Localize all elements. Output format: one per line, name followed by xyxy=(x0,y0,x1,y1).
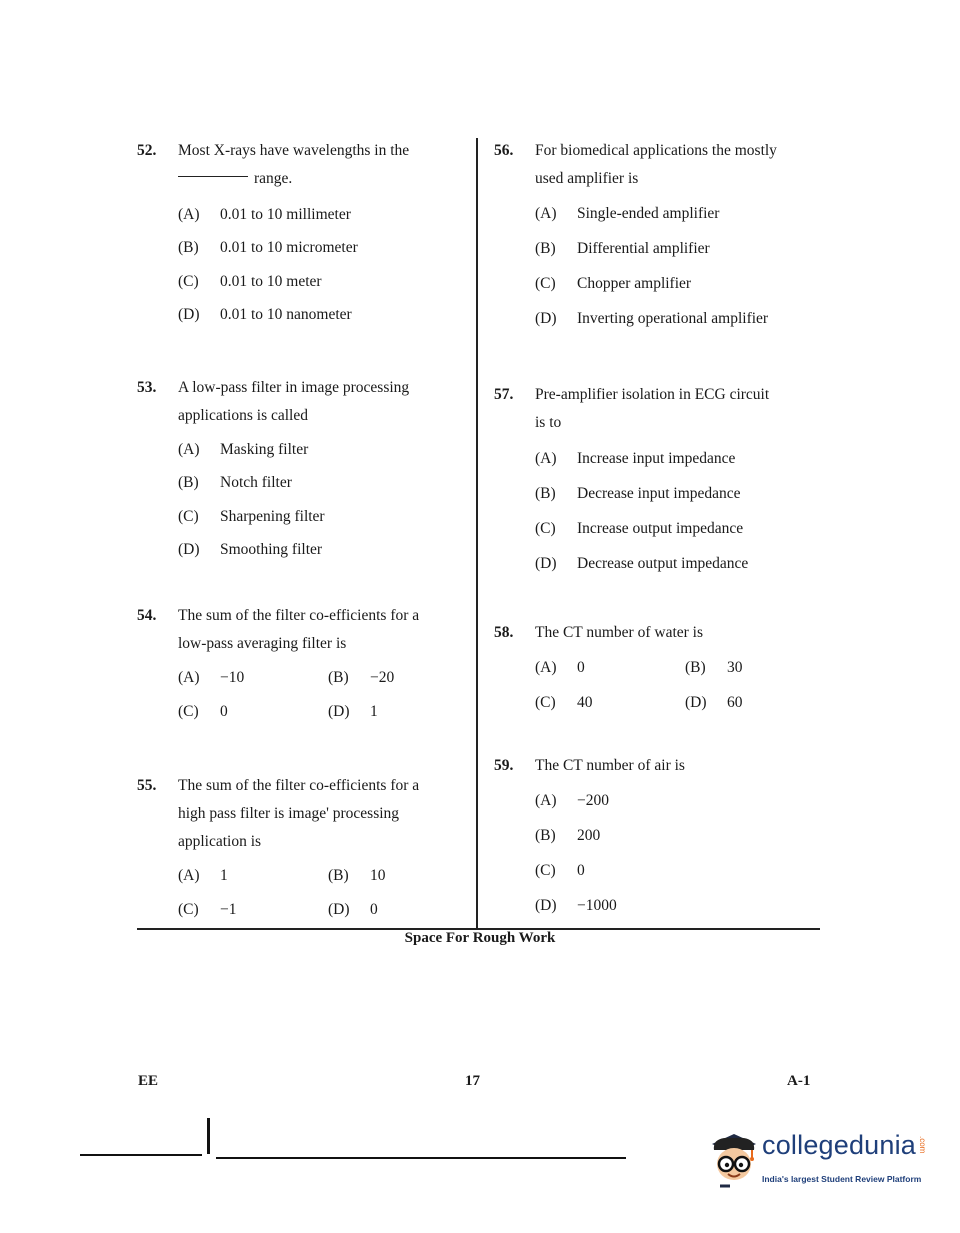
stem-line: Pre-amplifier isolation in ECG circuit xyxy=(535,386,770,403)
stem-line: For biomedical applications the mostly xyxy=(535,142,777,159)
option-c: (C) Chopper amplifier xyxy=(535,275,692,292)
question-number: 56. xyxy=(494,142,514,159)
rough-work-heading: Space For Rough Work xyxy=(404,930,556,946)
option-d: (D) 0.01 to 10 nanometer xyxy=(178,306,352,323)
option-a: (A) Masking filter xyxy=(178,441,309,458)
stem-line: is to xyxy=(535,414,562,431)
question-number: 59. xyxy=(494,757,514,774)
logo-wordmark: collegedunia xyxy=(762,1130,917,1160)
logo-tagline: India's largest Student Review Platform xyxy=(762,1174,922,1184)
stem-line: The sum of the filter co-efficients for a xyxy=(178,777,420,794)
question-stem xyxy=(535,381,825,437)
page-number: 17 xyxy=(465,1073,480,1089)
option-b: (B) 30 xyxy=(685,659,743,676)
question-stem xyxy=(535,619,825,647)
option-b: (B) 10 xyxy=(328,867,386,884)
footer-subject-code: EE xyxy=(138,1073,159,1089)
question-53 xyxy=(137,374,467,574)
option-d: (D) Inverting operational amplifier xyxy=(535,310,769,327)
question-stem xyxy=(178,137,468,193)
stem-line: application is xyxy=(178,833,262,850)
scan-tick xyxy=(207,1118,210,1154)
option-b: (B) 200 xyxy=(535,827,601,844)
question-52 xyxy=(137,137,467,337)
option-c: (C) 0 xyxy=(535,862,585,879)
question-55 xyxy=(137,772,467,922)
question-number: 57. xyxy=(494,386,514,403)
option-a: (A) Increase input impedance xyxy=(535,450,736,467)
option-c: (C) 0.01 to 10 meter xyxy=(178,273,322,290)
column-divider xyxy=(476,138,478,928)
stem-line: Most X-rays have wavelengths in the xyxy=(178,142,410,159)
mascot-icon xyxy=(706,1128,762,1190)
option-b: (B) Decrease input impedance xyxy=(535,485,741,502)
option-d: (D) Smoothing filter xyxy=(178,541,323,558)
option-b: (B) Differential amplifier xyxy=(535,240,710,257)
option-d: (D) Decrease output impedance xyxy=(535,555,749,572)
option-a: (A) −200 xyxy=(535,792,609,809)
stem-line: The CT number of air is xyxy=(535,757,685,774)
question-54 xyxy=(137,602,467,732)
option-b: (B) −20 xyxy=(328,669,395,686)
question-stem xyxy=(535,752,825,780)
option-c: (C) 40 xyxy=(535,694,593,711)
option-d: (D) 60 xyxy=(685,694,743,711)
scan-line-left xyxy=(80,1154,202,1156)
stem-line: used amplifier is xyxy=(535,170,639,187)
option-b: (B) Notch filter xyxy=(178,474,292,491)
option-d: (D) 1 xyxy=(328,703,378,720)
question-stem xyxy=(178,374,468,430)
footer-booklet-code: A-1 xyxy=(787,1073,811,1089)
stem-line: A low-pass filter in image processing xyxy=(178,379,410,396)
option-a: (A) −10 xyxy=(178,669,245,686)
option-a: (A) 0 xyxy=(535,659,585,676)
stem-line: applications is called xyxy=(178,407,308,424)
question-56 xyxy=(494,137,824,337)
question-57 xyxy=(494,381,824,581)
option-c: (C) −1 xyxy=(178,901,237,918)
question-59 xyxy=(494,752,824,924)
question-number: 52. xyxy=(137,142,157,159)
stem-line: low-pass averaging filter is xyxy=(178,635,347,652)
collegedunia-logo xyxy=(706,1128,931,1190)
option-a: (A) Single-ended amplifier xyxy=(535,205,720,222)
question-number: 55. xyxy=(137,777,157,794)
option-d: (D) −1000 xyxy=(535,897,617,914)
stem-line: high pass filter is image' processing xyxy=(178,805,400,822)
option-a: (A) 0.01 to 10 millimeter xyxy=(178,206,351,223)
option-c: (C) Sharpening filter xyxy=(178,508,325,525)
question-number: 54. xyxy=(137,607,157,624)
scan-line-right xyxy=(216,1157,626,1159)
option-c: (C) Increase output impedance xyxy=(535,520,744,537)
logo-domain-suffix: .com xyxy=(918,1136,927,1154)
question-58 xyxy=(494,619,824,729)
question-stem xyxy=(535,137,825,193)
question-number: 53. xyxy=(137,379,157,396)
option-c: (C) 0 xyxy=(178,703,228,720)
stem-line: range. xyxy=(178,165,468,193)
question-number: 58. xyxy=(494,624,514,641)
stem-line: The sum of the filter co-efficients for a xyxy=(178,607,420,624)
option-a: (A) 1 xyxy=(178,867,228,884)
stem-line: The CT number of water is xyxy=(535,624,704,641)
question-stem xyxy=(178,602,468,658)
option-d: (D) 0 xyxy=(328,901,378,918)
question-stem xyxy=(178,772,468,856)
fill-in-blank xyxy=(178,176,248,177)
option-b: (B) 0.01 to 10 micrometer xyxy=(178,239,358,256)
